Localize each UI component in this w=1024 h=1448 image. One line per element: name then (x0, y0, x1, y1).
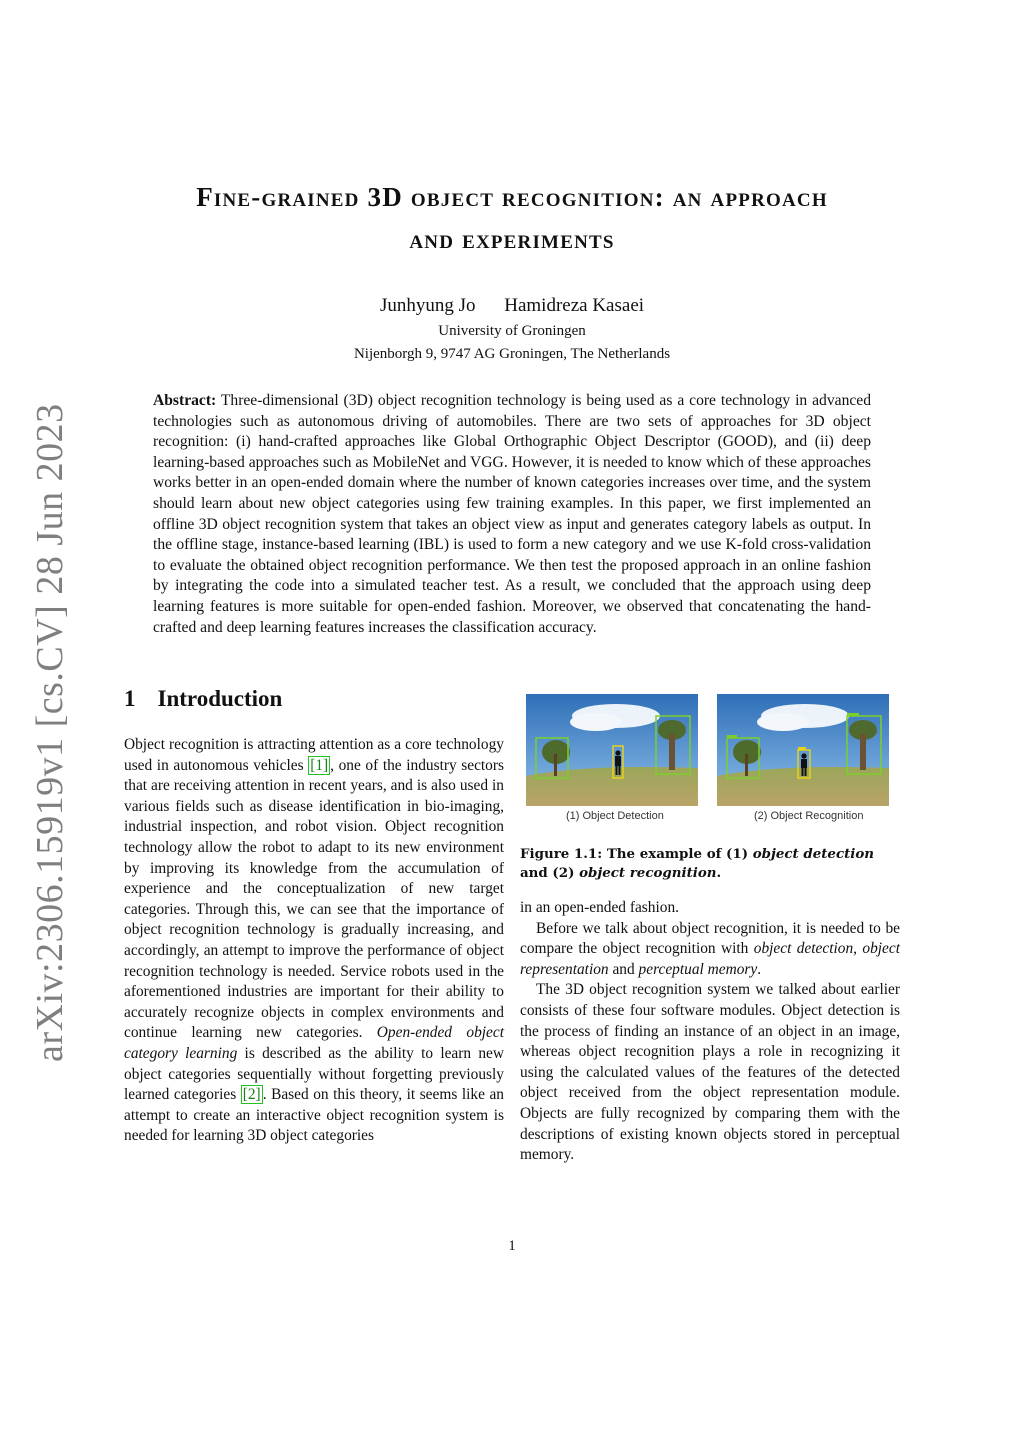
comparison-paragraph (520, 919, 900, 981)
citation-link-1[interactable]: [1] (310, 756, 329, 774)
abstract-label: Abstract: (153, 392, 217, 409)
figure-caption (520, 845, 902, 883)
text-run: . Based on this theory, it seems like an attempt to create an interactive object recognition system is needed for learning 3D object categories (124, 1086, 504, 1145)
italic-term: Open-ended object category learning (124, 1024, 504, 1062)
page-number: 1 (508, 1238, 516, 1254)
text-run: and (608, 960, 639, 978)
object-recognition-image (717, 694, 889, 806)
citation-link-2[interactable]: [2] (242, 1086, 261, 1104)
right-column (520, 898, 900, 1166)
recognition-scene (717, 694, 889, 806)
author-list (100, 295, 924, 317)
caption-italic: object detection (752, 846, 875, 862)
text-run: , one of the industry sectors that are receiving attention in recent years, and is also used in various fields such as disease identification in bio-imaging, industrial inspection, and robot vision. Object recognition technology allow the robot to adapt to its new environment by improving its knowledge from the accumulation of experience and the conceptualization of new target categories. Through this, we can see that the importance of object recognition technology is gradually increasing, and accordingly, an attempt to improve the performance of object recognition technology is needed. Service robots used in the aforementioned industries are important for their ability to accurately recognize objects in complex environments and continue learning new categories. (124, 756, 504, 1042)
italic-term: object detection (753, 940, 854, 958)
title-line-1: Fine-grained 3D object recognition: an approach (196, 182, 828, 212)
text-run: Object recognition is attracting attention as a core technology used in autonomous vehicles (124, 736, 504, 774)
text-run: , (853, 940, 863, 958)
continued-paragraph: in an open-ended fashion. (520, 899, 679, 916)
arxiv-identifier: arXiv:2306.15919v1 [cs.CV] 28 Jun 2023 (29, 403, 71, 1062)
section-title: Introduction (157, 686, 283, 711)
text-run: Before we talk about object recognition, it is needed to be compare the object recognition with (520, 919, 900, 958)
section-heading (124, 686, 282, 712)
abstract (153, 391, 871, 638)
author-1: Junhyung Jo (379, 295, 476, 316)
subfigure-label-1: (1) Object Detection (566, 810, 664, 822)
paper-title (100, 176, 924, 260)
object-detection-image (526, 694, 698, 806)
intro-paragraph (124, 735, 504, 1147)
affiliation: University of Groningen (438, 323, 586, 339)
detection-scene (526, 694, 698, 806)
text-run: is described as the ability to learn new object categories sequentially without forgetting previously learned categories (124, 1044, 504, 1104)
caption-text: and (2) (520, 865, 580, 881)
abstract-text: Three-dimensional (3D) object recognition technology is being used as a core technology in advanced technologies such as autonomous driving of automobiles. There are two sets of approaches for 3D object recognition: (i) hand-crafted approaches like Global Orthographic Object Descriptor (GOOD), and (ii) deep learning-based approaches such as MobileNet and VGG. However, it is needed to know which of these approaches works better in an open-ended domain where the number of known categories increases over time, and the system should learn about new object categories using few training examples. In this paper, we first implemented an offline 3D object recognition system that takes an object view as input and generates category labels as output. In the offline stage, instance-based learning (IBL) is used to form a new category and we use K-fold cross-validation to evaluate the obtained object recognition performance. We then test the proposed approach in an online fashion by integrating the code into a simulated teacher test. As a result, we concluded that the approach using deep learning features is more suitable for open-ended fashion. Moreover, we observed that concatenating the hand-crafted and deep learning features increases the classification accuracy. (153, 392, 872, 636)
section-number: 1 (124, 686, 136, 711)
text-run: . (757, 960, 762, 978)
italic-term: object representation (520, 940, 900, 978)
title-line-2: and experiments (409, 224, 615, 254)
figure-1-1 (526, 694, 892, 824)
caption-italic: object recognition (579, 865, 717, 881)
caption-text: Figure 1.1: The example of (1) (520, 846, 753, 862)
italic-term: perceptual memory (638, 960, 758, 978)
address: Nijenborgh 9, 9747 AG Groningen, The Netherlands (353, 346, 671, 362)
subfigure-label-2: (2) Object Recognition (754, 810, 864, 822)
system-paragraph: The 3D object recognition system we talked about earlier consists of these four software modules. Object detection is the process of finding an instance of an object in an image, whereas object recognition plays a role in recognizing it using the calculated values of the features of the detected object received from the object representation module. Objects are fully recognized by comparing them with the descriptions of existing known objects stored in perceptual memory. (520, 981, 900, 1164)
left-column (124, 735, 504, 1147)
caption-text: . (716, 865, 722, 881)
author-2: Hamidreza Kasaei (504, 295, 645, 316)
